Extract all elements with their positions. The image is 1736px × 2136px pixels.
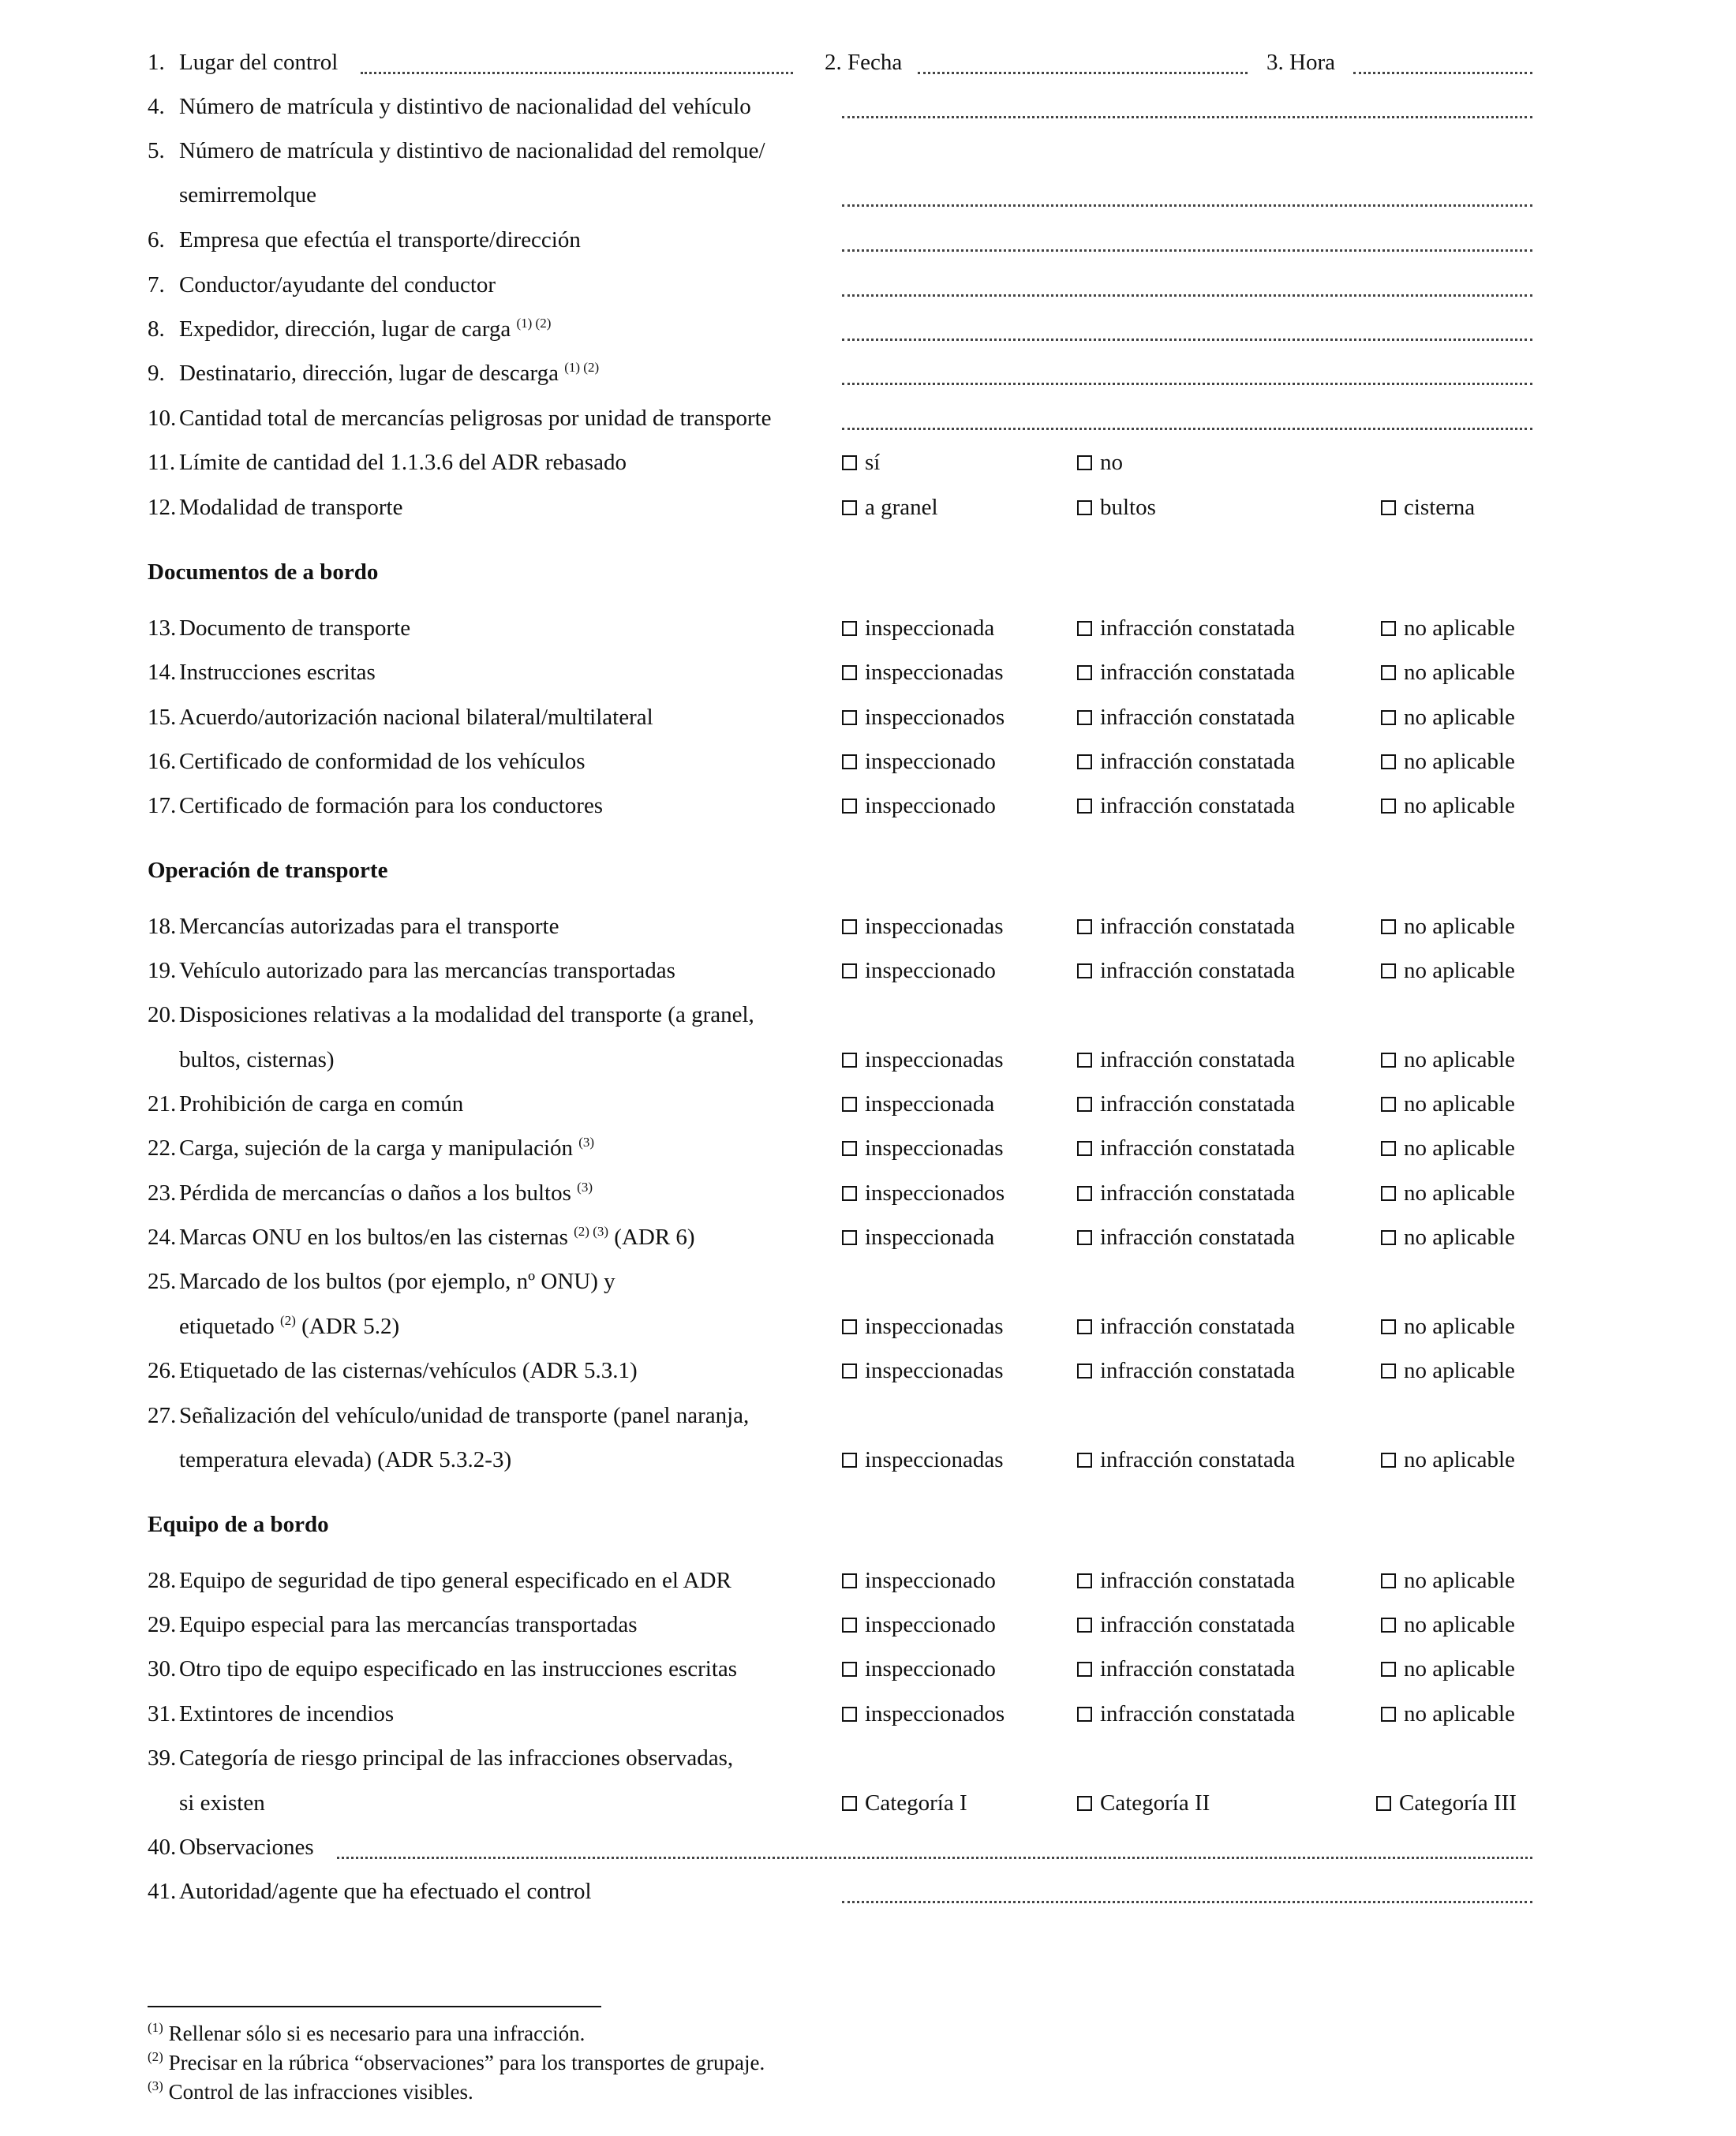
- checkbox-icon[interactable]: [842, 919, 857, 934]
- item-number: 39.: [148, 1745, 177, 1771]
- row-30: [148, 1656, 1532, 1691]
- checkbox-icon[interactable]: [842, 1230, 857, 1245]
- item-label: Documento de transporte: [179, 615, 411, 641]
- row-4: [148, 94, 1532, 129]
- item-label: Mercancías autorizadas para el transporte: [179, 914, 559, 939]
- checkbox-not-applicable[interactable]: no aplicable: [1381, 1225, 1515, 1251]
- row-5: [148, 138, 1532, 173]
- checkbox-inspected[interactable]: inspeccionadas: [842, 914, 1004, 940]
- row-6: [148, 227, 1532, 262]
- footnote-ref: (3): [577, 1180, 593, 1195]
- checkbox-bultos[interactable]: bultos: [1077, 495, 1156, 521]
- item-number: 6.: [148, 227, 165, 253]
- checkbox-infraction[interactable]: infracción constatada: [1077, 1225, 1295, 1251]
- item-label: Extintores de incendios: [179, 1701, 395, 1726]
- row-20-cont: [148, 1047, 1532, 1082]
- row-41: [148, 1879, 1532, 1913]
- checkbox-icon[interactable]: [1381, 1230, 1396, 1245]
- checkbox-icon[interactable]: [842, 1707, 857, 1722]
- item-number: 27.: [148, 1403, 177, 1428]
- checkbox-icon[interactable]: [842, 455, 857, 470]
- checkbox-inspected[interactable]: inspeccionados: [842, 705, 1005, 731]
- row-8: [148, 316, 1532, 351]
- item-label-continued: temperatura elevada) (ADR 5.3.2-3): [179, 1447, 512, 1472]
- fill-line-lugar[interactable]: [361, 50, 793, 74]
- item-label: Certificado de formación para los conductores: [179, 793, 604, 818]
- row-28: [148, 1568, 1532, 1603]
- checkbox-infraction[interactable]: infracción constatada: [1077, 1656, 1295, 1682]
- checkbox-icon[interactable]: [1077, 1186, 1092, 1201]
- footnote-ref: (2) (3): [574, 1224, 609, 1239]
- item-label: Marcas ONU en los bultos/en las cisternas $^{(2) (3)}$ (ADR 6): [179, 1224, 695, 1250]
- checkbox-icon[interactable]: [1077, 1141, 1092, 1156]
- footnote-3: $^{(3)}$ Control de las infracciones visibles.: [148, 2078, 473, 2104]
- item-number: 29.: [148, 1612, 177, 1637]
- checkbox-icon[interactable]: [842, 1319, 857, 1334]
- row-10: [148, 406, 1532, 440]
- checkbox-icon[interactable]: [1381, 500, 1396, 515]
- footnote-ref: (1) (2): [564, 360, 600, 375]
- checkbox-icon[interactable]: [1381, 1573, 1396, 1588]
- item-number: 7.: [148, 272, 165, 297]
- checkbox-infraction[interactable]: infracción constatada: [1077, 1568, 1295, 1594]
- checkbox-icon[interactable]: [1376, 1796, 1391, 1811]
- checkbox-icon[interactable]: [842, 1573, 857, 1588]
- checkbox-inspected[interactable]: inspeccionado: [842, 793, 996, 819]
- checkbox-not-applicable[interactable]: no aplicable: [1381, 914, 1515, 940]
- checkbox-inspected[interactable]: inspeccionados: [842, 1180, 1005, 1206]
- footnote-1: $^{(1)}$ Rellenar sólo si es necesario para una infracción.: [148, 2020, 586, 2045]
- item-label: Instrucciones escritas: [179, 660, 376, 685]
- item-label-fecha: 2. Fecha: [825, 50, 903, 75]
- checkbox-icon[interactable]: [1077, 1053, 1092, 1068]
- checkbox-icon[interactable]: [1381, 919, 1396, 934]
- fill-line-fecha[interactable]: [918, 50, 1248, 74]
- item-number: 22.: [148, 1135, 177, 1161]
- checkbox-icon[interactable]: [1077, 500, 1092, 515]
- item-label: Conductor/ayudante del conductor: [179, 272, 496, 297]
- item-number: 24.: [148, 1225, 177, 1250]
- item-label: Expedidor, dirección, lugar de carga $^{(1) (2)}$: [179, 316, 552, 342]
- checkbox-inspected[interactable]: inspeccionado: [842, 1568, 996, 1594]
- row-15: [148, 705, 1532, 739]
- checkbox-infraction[interactable]: infracción constatada: [1077, 1047, 1295, 1073]
- row-23: [148, 1180, 1532, 1215]
- checkbox-icon[interactable]: [1077, 1453, 1092, 1468]
- item-label: Observaciones: [179, 1835, 314, 1860]
- item-label: Carga, sujeción de la carga y manipulación $^{(3)}$: [179, 1135, 595, 1161]
- row-27-cont: [148, 1447, 1532, 1482]
- checkbox-a-granel[interactable]: a granel: [842, 495, 938, 521]
- item-number: 18.: [148, 914, 177, 939]
- checkbox-icon[interactable]: [1077, 754, 1092, 769]
- checkbox-icon[interactable]: [842, 1618, 857, 1633]
- item-number: 21.: [148, 1091, 177, 1117]
- checkbox-icon[interactable]: [1077, 710, 1092, 725]
- checkbox-not-applicable[interactable]: no aplicable: [1381, 615, 1515, 642]
- checkbox-not-applicable[interactable]: no aplicable: [1381, 793, 1515, 819]
- checkbox-not-applicable[interactable]: no aplicable: [1381, 1656, 1515, 1682]
- fill-line[interactable]: [842, 94, 1532, 118]
- checkbox-icon[interactable]: [1381, 799, 1396, 814]
- checkbox-infraction[interactable]: infracción constatada: [1077, 958, 1295, 984]
- checkbox-inspected[interactable]: inspeccionadas: [842, 1358, 1004, 1384]
- checkbox-inspected[interactable]: inspeccionadas: [842, 1314, 1004, 1340]
- checkbox-icon[interactable]: [842, 500, 857, 515]
- checkbox-icon[interactable]: [1381, 1453, 1396, 1468]
- checkbox-icon[interactable]: [1077, 1707, 1092, 1722]
- item-number: 11.: [148, 450, 176, 475]
- item-label: Otro tipo de equipo especificado en las instrucciones escritas: [179, 1656, 738, 1681]
- checkbox-icon[interactable]: [1077, 799, 1092, 814]
- row-19: [148, 958, 1532, 993]
- row-11: [148, 450, 1532, 484]
- checkbox-categoria-ii[interactable]: Categoría II: [1077, 1790, 1210, 1816]
- item-number: 17.: [148, 793, 177, 818]
- item-label: Acuerdo/autorización nacional bilateral/multilateral: [179, 705, 653, 730]
- item-label: Destinatario, dirección, lugar de descarga $^{(1) (2)}$: [179, 360, 600, 386]
- item-number: 28.: [148, 1568, 177, 1593]
- item-number: 26.: [148, 1358, 177, 1383]
- item-label: Señalización del vehículo/unidad de transporte (panel naranja,: [179, 1403, 750, 1428]
- item-label: Número de matrícula y distintivo de nacionalidad del vehículo: [179, 94, 751, 119]
- checkbox-si[interactable]: sí: [842, 450, 880, 476]
- checkbox-icon[interactable]: [1077, 621, 1092, 636]
- checkbox-icon[interactable]: [1381, 1097, 1396, 1112]
- row-39-cont: [148, 1790, 1532, 1825]
- checkbox-icon[interactable]: [1381, 1364, 1396, 1378]
- checkbox-icon[interactable]: [842, 1662, 857, 1677]
- row-25: [148, 1269, 1532, 1304]
- footnote-ref: (1) (2): [516, 316, 552, 331]
- item-number: 16.: [148, 749, 177, 774]
- checkbox-infraction[interactable]: infracción constatada: [1077, 1358, 1295, 1384]
- item-number: 10.: [148, 406, 177, 431]
- checkbox-icon[interactable]: [1381, 1662, 1396, 1677]
- item-number: 14.: [148, 660, 177, 685]
- checkbox-icon[interactable]: [1381, 963, 1396, 978]
- checkbox-icon[interactable]: [1077, 1319, 1092, 1334]
- checkbox-categoria-iii[interactable]: Categoría III: [1376, 1790, 1517, 1816]
- checkbox-inspected[interactable]: inspeccionados: [842, 1701, 1005, 1727]
- checkbox-infraction[interactable]: infracción constatada: [1077, 1180, 1295, 1206]
- checkbox-inspected[interactable]: inspeccionado: [842, 1656, 996, 1682]
- checkbox-infraction[interactable]: infracción constatada: [1077, 660, 1295, 686]
- item-label: Autoridad/agente que ha efectuado el control: [179, 1879, 592, 1904]
- row-29: [148, 1612, 1532, 1647]
- item-label: Vehículo autorizado para las mercancías transportadas: [179, 958, 675, 983]
- checkbox-icon[interactable]: [1077, 1364, 1092, 1378]
- checkbox-icon[interactable]: [1381, 754, 1396, 769]
- checkbox-infraction[interactable]: infracción constatada: [1077, 749, 1295, 775]
- row-39: [148, 1745, 1532, 1780]
- fill-line[interactable]: [842, 182, 1532, 207]
- checkbox-infraction[interactable]: infracción constatada: [1077, 1091, 1295, 1117]
- checkbox-infraction[interactable]: infracción constatada: [1077, 1314, 1295, 1340]
- footnote-ref: (2): [280, 1313, 296, 1328]
- item-label: Cantidad total de mercancías peligrosas por unidad de transporte: [179, 406, 772, 431]
- item-label: Pérdida de mercancías o daños a los bultos $^{(3)}$: [179, 1180, 593, 1206]
- row-13: [148, 615, 1532, 650]
- checkbox-icon[interactable]: [1381, 1141, 1396, 1156]
- fill-line-hora[interactable]: [1353, 50, 1532, 74]
- checkbox-icon[interactable]: [842, 1796, 857, 1811]
- row-14: [148, 660, 1532, 694]
- checkbox-icon[interactable]: [1381, 1053, 1396, 1068]
- row-20: [148, 1002, 1532, 1037]
- item-number: 30.: [148, 1656, 177, 1681]
- row-1-3: [148, 50, 1532, 84]
- item-number: 40.: [148, 1835, 177, 1860]
- checkbox-icon[interactable]: [842, 621, 857, 636]
- item-label-continued: si existen: [179, 1790, 265, 1816]
- checkbox-icon[interactable]: [842, 1097, 857, 1112]
- checkbox-inspected[interactable]: inspeccionadas: [842, 660, 1004, 686]
- checkbox-icon[interactable]: [1077, 919, 1092, 934]
- footnote-separator: [148, 2006, 601, 2007]
- item-label: Equipo de seguridad de tipo general especificado en el ADR: [179, 1568, 731, 1593]
- checkbox-icon[interactable]: [1077, 1796, 1092, 1811]
- row-26: [148, 1358, 1532, 1393]
- checkbox-not-applicable[interactable]: no aplicable: [1381, 1135, 1515, 1162]
- checkbox-icon[interactable]: [1381, 1707, 1396, 1722]
- checkbox-icon[interactable]: [1381, 1319, 1396, 1334]
- checkbox-icon[interactable]: [1381, 1618, 1396, 1633]
- section-heading-operacion: Operación de transporte: [148, 858, 388, 883]
- checkbox-icon[interactable]: [842, 963, 857, 978]
- item-label: Empresa que efectúa el transporte/dirección: [179, 227, 581, 253]
- checkbox-inspected[interactable]: inspeccionadas: [842, 1447, 1004, 1473]
- checkbox-inspected[interactable]: inspeccionadas: [842, 1135, 1004, 1162]
- checkbox-infraction[interactable]: infracción constatada: [1077, 1612, 1295, 1638]
- checkbox-icon[interactable]: [1077, 455, 1092, 470]
- item-label: Modalidad de transporte: [179, 495, 403, 520]
- checkbox-icon[interactable]: [842, 1364, 857, 1378]
- item-label: Prohibición de carga en común: [179, 1091, 464, 1117]
- footnote-ref: (3): [578, 1135, 595, 1150]
- checkbox-icon[interactable]: [1077, 1662, 1092, 1677]
- checkbox-not-applicable[interactable]: no aplicable: [1381, 660, 1515, 686]
- item-number: 1.: [148, 50, 165, 75]
- checkbox-icon[interactable]: [842, 1053, 857, 1068]
- checkbox-not-applicable[interactable]: no aplicable: [1381, 1047, 1515, 1073]
- checkbox-infraction[interactable]: infracción constatada: [1077, 615, 1295, 642]
- footnote-2: $^{(2)}$ Precisar en la rúbrica “observaciones” para los transportes de grupaje.: [148, 2049, 765, 2074]
- item-label: Número de matrícula y distintivo de nacionalidad del remolque/: [179, 138, 765, 163]
- checkbox-inspected[interactable]: inspeccionadas: [842, 1047, 1004, 1073]
- checkbox-inspected[interactable]: inspeccionada: [842, 1091, 994, 1117]
- checkbox-icon[interactable]: [1077, 665, 1092, 680]
- item-number: 15.: [148, 705, 177, 730]
- item-label-continued: etiquetado $^{(2)}$ (ADR 5.2): [179, 1313, 400, 1339]
- item-label-continued: bultos, cisternas): [179, 1047, 335, 1072]
- checkbox-infraction[interactable]: infracción constatada: [1077, 914, 1295, 940]
- fill-line[interactable]: [842, 406, 1532, 430]
- checkbox-not-applicable[interactable]: no aplicable: [1381, 1701, 1515, 1727]
- checkbox-cisterna[interactable]: cisterna: [1381, 495, 1475, 521]
- checkbox-icon[interactable]: [842, 1141, 857, 1156]
- checkbox-icon[interactable]: [1077, 963, 1092, 978]
- row-31: [148, 1701, 1532, 1736]
- checkbox-not-applicable[interactable]: no aplicable: [1381, 705, 1515, 731]
- checkbox-infraction[interactable]: infracción constatada: [1077, 1447, 1295, 1473]
- checkbox-icon[interactable]: [1077, 1097, 1092, 1112]
- row-27: [148, 1403, 1532, 1438]
- item-number: 23.: [148, 1180, 177, 1206]
- checkbox-no[interactable]: no: [1077, 450, 1123, 476]
- checkbox-categoria-i[interactable]: Categoría I: [842, 1790, 967, 1816]
- checkbox-not-applicable[interactable]: no aplicable: [1381, 1447, 1515, 1473]
- item-number: 13.: [148, 615, 177, 641]
- checkbox-icon[interactable]: [1381, 710, 1396, 725]
- row-7: [148, 272, 1532, 307]
- checkbox-icon[interactable]: [1077, 1618, 1092, 1633]
- checkbox-not-applicable[interactable]: no aplicable: [1381, 1612, 1515, 1638]
- fill-line[interactable]: [842, 1879, 1532, 1903]
- checkbox-infraction[interactable]: infracción constatada: [1077, 1701, 1295, 1727]
- item-number: 31.: [148, 1701, 177, 1726]
- checkbox-not-applicable[interactable]: no aplicable: [1381, 1314, 1515, 1340]
- row-17: [148, 793, 1532, 828]
- row-12: [148, 495, 1532, 529]
- item-label-lugar: Lugar del control: [179, 50, 339, 75]
- item-label: Marcado de los bultos (por ejemplo, nº ONU) y: [179, 1269, 615, 1294]
- checkbox-infraction[interactable]: infracción constatada: [1077, 793, 1295, 819]
- checkbox-icon[interactable]: [842, 1453, 857, 1468]
- row-25-cont: [148, 1314, 1532, 1349]
- checkbox-icon[interactable]: [842, 754, 857, 769]
- item-number: 19.: [148, 958, 177, 983]
- item-label: Límite de cantidad del 1.1.3.6 del ADR rebasado: [179, 450, 627, 475]
- checkbox-inspected[interactable]: inspeccionada: [842, 1225, 994, 1251]
- checkbox-icon[interactable]: [1381, 1186, 1396, 1201]
- row-18: [148, 914, 1532, 948]
- checkbox-inspected[interactable]: inspeccionado: [842, 1612, 996, 1638]
- checkbox-icon[interactable]: [1381, 621, 1396, 636]
- item-number: 5.: [148, 138, 165, 163]
- item-number: 41.: [148, 1879, 177, 1904]
- item-label: Certificado de conformidad de los vehículos: [179, 749, 586, 774]
- checkbox-not-applicable[interactable]: no aplicable: [1381, 1091, 1515, 1117]
- section-heading-equipo: Equipo de a bordo: [148, 1512, 329, 1537]
- row-22: [148, 1135, 1532, 1170]
- row-40: [148, 1835, 1532, 1869]
- section-heading-documentos: Documentos de a bordo: [148, 559, 379, 585]
- row-21: [148, 1091, 1532, 1126]
- checkbox-not-applicable[interactable]: no aplicable: [1381, 958, 1515, 984]
- fill-line[interactable]: [842, 272, 1532, 297]
- checkbox-icon[interactable]: [1077, 1230, 1092, 1245]
- item-label: Categoría de riesgo principal de las infracciones observadas,: [179, 1745, 734, 1771]
- checkbox-infraction[interactable]: infracción constatada: [1077, 705, 1295, 731]
- checkbox-icon[interactable]: [842, 799, 857, 814]
- fill-line[interactable]: [842, 316, 1532, 341]
- item-label: Disposiciones relativas a la modalidad del transporte (a granel,: [179, 1002, 754, 1027]
- fill-line[interactable]: [842, 227, 1532, 252]
- checkbox-icon[interactable]: [1077, 1573, 1092, 1588]
- checkbox-inspected[interactable]: inspeccionado: [842, 749, 996, 775]
- fill-line[interactable]: [842, 361, 1532, 385]
- item-number: 8.: [148, 316, 165, 342]
- checkbox-not-applicable[interactable]: no aplicable: [1381, 749, 1515, 775]
- checkbox-inspected[interactable]: inspeccionado: [842, 958, 996, 984]
- item-number: 9.: [148, 361, 165, 386]
- checkbox-inspected[interactable]: inspeccionada: [842, 615, 994, 642]
- checkbox-not-applicable[interactable]: no aplicable: [1381, 1180, 1515, 1206]
- item-label-continued: semirremolque: [179, 182, 316, 208]
- checkbox-not-applicable[interactable]: no aplicable: [1381, 1568, 1515, 1594]
- item-number: 20.: [148, 1002, 177, 1027]
- item-label-hora: 3. Hora: [1266, 50, 1335, 75]
- item-number: 25.: [148, 1269, 177, 1294]
- item-label: Etiquetado de las cisternas/vehículos (ADR 5.3.1): [179, 1358, 638, 1383]
- checkbox-icon[interactable]: [842, 710, 857, 725]
- checkbox-infraction[interactable]: infracción constatada: [1077, 1135, 1295, 1162]
- row-5-cont: [148, 182, 1532, 217]
- checkbox-icon[interactable]: [1381, 665, 1396, 680]
- row-9: [148, 361, 1532, 395]
- checkbox-not-applicable[interactable]: no aplicable: [1381, 1358, 1515, 1384]
- item-number: 4.: [148, 94, 165, 119]
- item-label: Equipo especial para las mercancías transportadas: [179, 1612, 638, 1637]
- checkbox-icon[interactable]: [842, 1186, 857, 1201]
- fill-line-observaciones[interactable]: [337, 1835, 1532, 1859]
- item-number: 12.: [148, 495, 177, 520]
- row-16: [148, 749, 1532, 784]
- row-24: [148, 1225, 1532, 1259]
- checkbox-icon[interactable]: [842, 665, 857, 680]
